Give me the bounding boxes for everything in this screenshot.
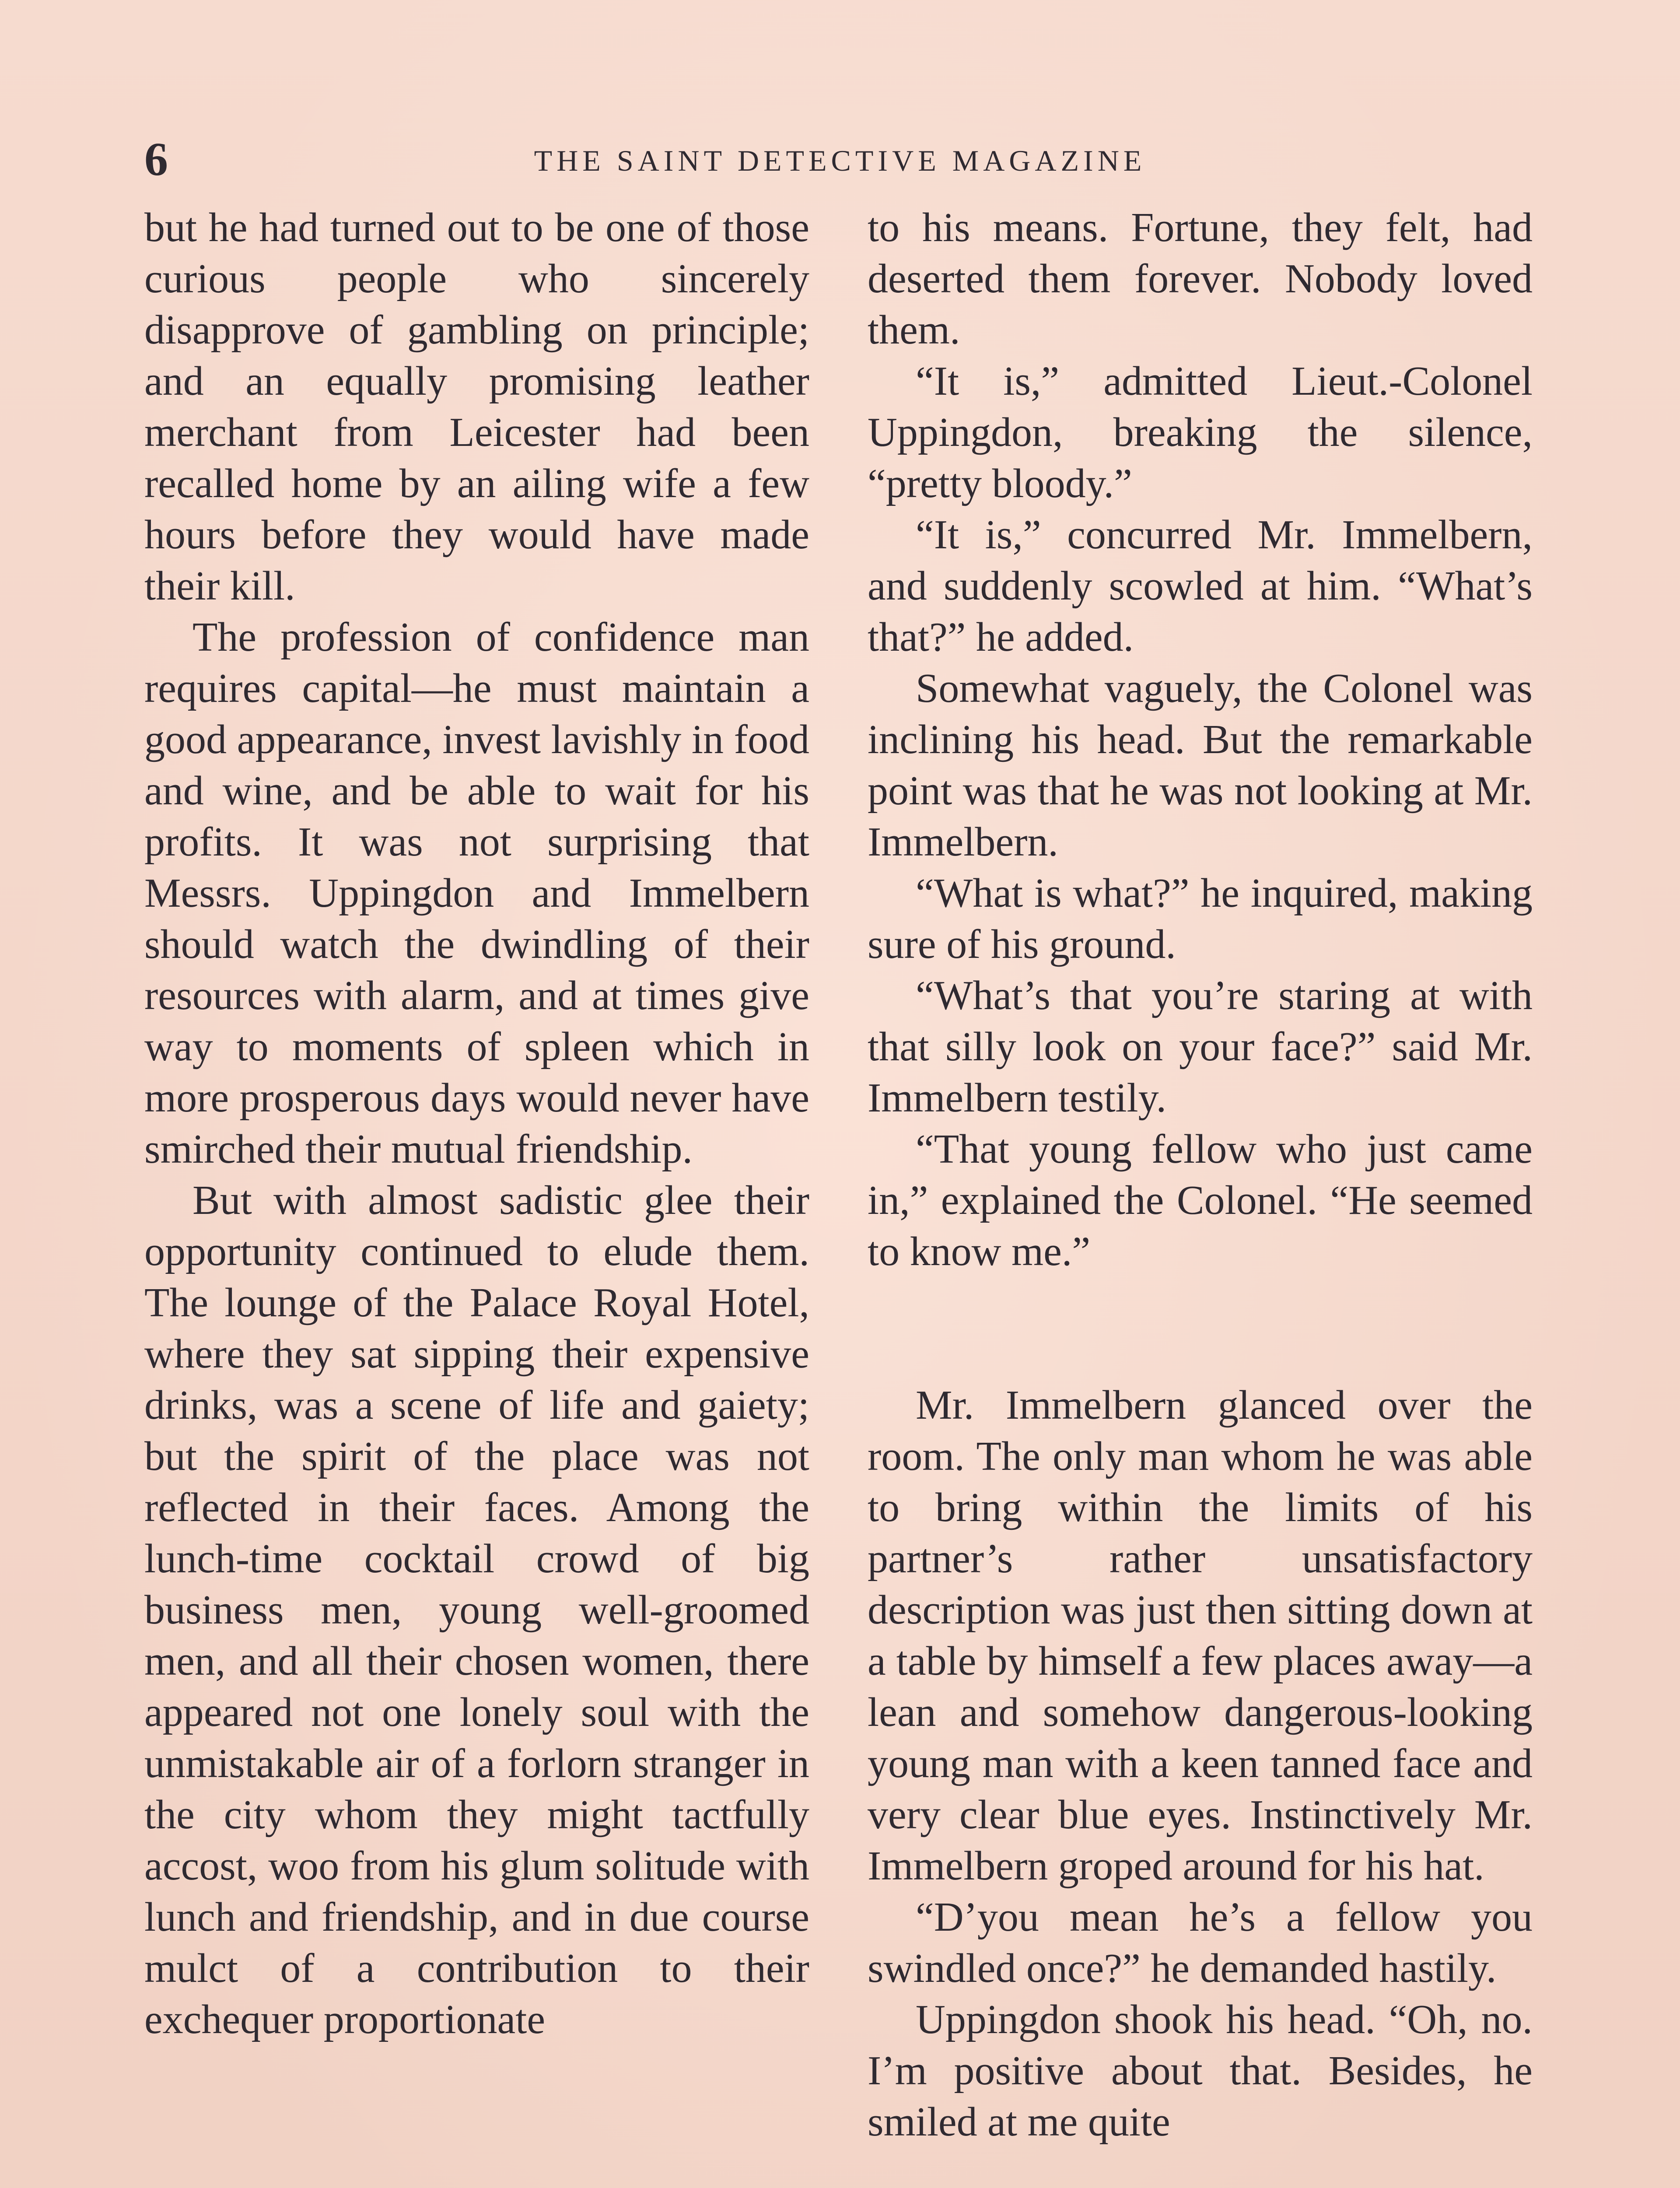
paragraph: Somewhat vaguely, the Colonel was inclining his head. But the remarkable point was that he was not looking at Mr. Immelbern. — [868, 666, 1533, 865]
left-column — [144, 202, 809, 2045]
right-column — [868, 202, 1533, 2148]
paragraph: “That young fellow who just came in,” explained the Colonel. “He seemed to know me.” — [868, 1126, 1533, 1274]
paragraph: to his means. Fortune, they felt, had deserted them forever. Nobody loved them. — [868, 205, 1533, 353]
paragraph: Mr. Immelbern glanced over the room. The only man whom he was able to bring within the limits of his partner’s rather unsatisfactory description was just then sitting down at a table by himself a few places away—a lean and somehow dangerous-looking young man with a keen tanned face and very clear blue eyes. Instinctively Mr. Immelbern groped around for his hat. — [868, 1382, 1533, 1889]
paragraph: “What’s that you’re staring at with that silly look on your face?” said Mr. Immelbern testily. — [868, 973, 1533, 1121]
magazine-title: THE SAINT DETECTIVE MAGAZINE — [534, 144, 1146, 177]
paragraph: Uppingdon shook his head. “Oh, no. I’m positive about that. Besides, he smiled at me quite — [868, 1997, 1533, 2145]
paragraph: “What is what?” he inquired, making sure of his ground. — [868, 870, 1533, 967]
paragraph: “D’you mean he’s a fellow you swindled once?” he demanded hastily. — [868, 1894, 1533, 1991]
paragraph: The profession of confidence man requires capital—he must maintain a good appearance, invest lavishly in food and wine, and be able to wait for his profits. It was not surprising that Messrs. Uppingdon and Immelbern should watch the dwindling of their resources with alarm, and at times give way to moments of spleen which in more prosperous days would never have smirched their mutual friendship. — [144, 614, 809, 1172]
paragraph: “It is,” concurred Mr. Immelbern, and suddenly scowled at him. “What’s that?” he added. — [868, 512, 1533, 660]
page-number: 6 — [144, 133, 168, 186]
paragraph: But with almost sadistic glee their opportunity continued to elude them. The lounge of the Palace Royal Hotel, where they sat sipping their expensive drinks, was a scene of life and gaiety; but the spirit of the place was not reflected in their faces. Among the lunch-time cocktail crowd of big business men, young well-groomed men, and all their chosen women, there appeared not one lonely soul with the unmistakable air of a forlorn stranger in the city whom they might tactfully accost, woo from his glum solitude with lunch and friendship, and in due course mulct of a contribution to their exchequer proportionate — [144, 1178, 809, 2042]
page-header — [144, 131, 1536, 188]
paragraph: but he had turned out to be one of those curious people who sincerely disapprove of gambling on principle; and an equally promising leather merchant from Leicester had been recalled home by an ailing wife a few hours before they would have made their kill. — [144, 205, 809, 609]
paragraph: “It is,” admitted Lieut.-Colonel Uppingdon, breaking the silence, “pretty bloody.” — [868, 358, 1533, 506]
